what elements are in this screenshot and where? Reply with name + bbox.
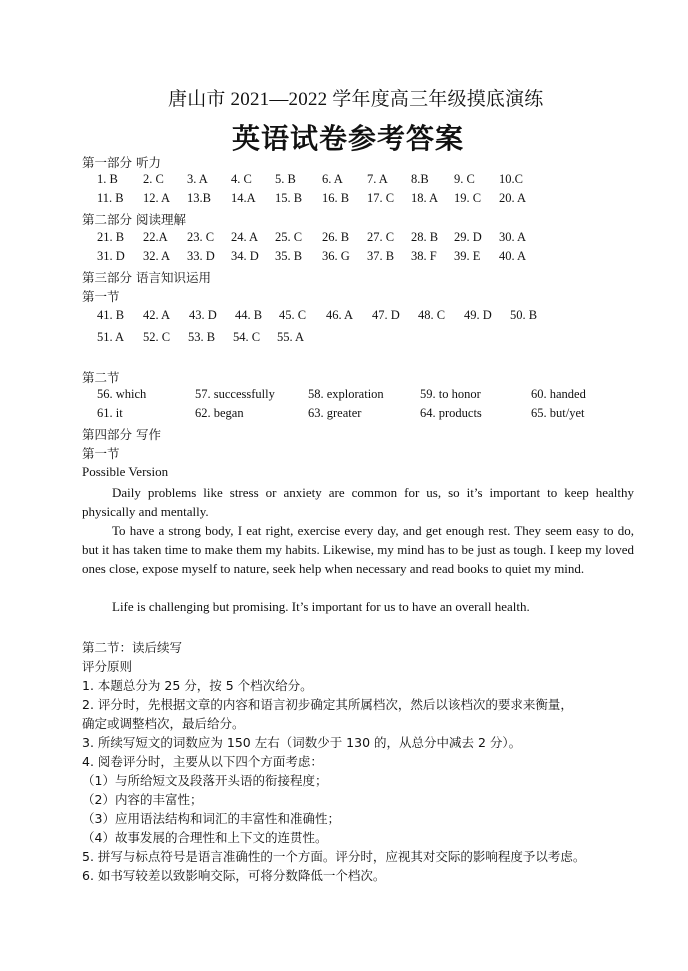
answer-item: 45. C [279,308,307,322]
answer-item: 28. B [411,230,439,244]
scoring-rule: 6. 如书写较差以致影响交际，可将分数降低一个档次。 [82,868,386,883]
answer-item: 56. which [97,387,147,401]
part1-answers-row1 [97,172,523,187]
part3-section2-heading: 第二节 [82,370,120,385]
scoring-criterion: （4）故事发展的合理性和上下文的连贯性。 [82,830,328,845]
answer-item: 11. B [97,191,124,205]
part4-heading: 第四部分 写作 [82,427,161,442]
scoring-rule: 1. 本题总分为 25 分，按 5 个档次给分。 [82,678,313,693]
answer-item: 60. handed [531,387,586,401]
essay-paragraph-3-text: Life is challenging but promising. It’s important for us to have an overall health. [112,599,530,614]
document-title: 英语试卷参考答案 [232,124,465,155]
answer-item: 22.A [143,230,168,244]
answer-item: 35. B [275,249,303,263]
answer-item: 36. G [322,249,350,263]
answer-item: 27. C [367,230,395,244]
answer-item: 21. B [97,230,125,244]
answer-item: 48. C [418,308,446,322]
answer-item: 9. C [454,172,475,186]
essay-paragraph-1-text: Daily problems like stress or anxiety are common for us, so it’s important to keep healthy physically and mentally. [82,485,634,519]
answer-item: 5. B [275,172,296,186]
part3-answers-row3 [97,387,586,402]
part2-answers-row2 [97,249,526,264]
answer-item: 46. A [326,308,354,322]
part3-answers-row4 [97,406,584,421]
answer-item: 53. B [188,330,216,344]
scoring-criterion: （3）应用语法结构和词汇的丰富性和准确性； [82,811,340,826]
essay-paragraph-1 [82,483,634,521]
essay-paragraph-2-text: To have a strong body, I eat right, exercise every day, and get enough rest. They seem easy to do, but it has taken time to make them my habits. Likewise, my mind has to be just as tough. I keep my loved ones close, expose myself to nature, seek help when necessary and read books to quiet my mind. [82,523,634,576]
answer-item: 43. D [189,308,217,322]
answer-item: 15. B [275,191,303,205]
answer-item: 25. C [275,230,303,244]
answer-item: 38. F [411,249,437,263]
scoring-rule: 3. 所续写短文的词数应为 150 左右（词数少于 130 的，从总分中减去 2 分）。 [82,735,522,750]
scoring-rule: 确定或调整档次，最后给分。 [82,716,245,731]
answer-item: 23. C [187,230,215,244]
scoring-rule: 4. 阅卷评分时，主要从以下四个方面考虑： [82,754,323,769]
answer-item: 8.B [411,172,429,186]
answer-item: 31. D [97,249,125,263]
answer-item: 6. A [322,172,343,186]
part3-answers-row1 [97,308,537,323]
part3-answers-row2 [97,330,304,345]
answer-item: 14.A [231,191,256,205]
part3-section1-heading: 第一节 [82,289,120,304]
answer-item: 33. D [187,249,215,263]
answer-item: 44. B [235,308,263,322]
answer-item: 30. A [499,230,527,244]
answer-item: 55. A [277,330,305,344]
part3-heading: 第三部分 语言知识运用 [82,270,211,285]
answer-item: 16. B [322,191,350,205]
part2-heading: 第二部分 阅读理解 [82,212,186,227]
answer-item: 17. C [367,191,395,205]
answer-item: 2. C [143,172,164,186]
answer-item: 61. it [97,406,123,420]
part4-section1-heading: 第一节 [82,446,120,461]
answer-item: 47. D [372,308,400,322]
answer-item: 54. C [233,330,261,344]
scoring-rule: 2. 评分时，先根据文章的内容和语言初步确定其所属档次，然后以该档次的要求来衡量， [82,697,573,712]
part1-heading: 第一部分 听力 [82,155,161,170]
part1-answers-row2 [97,191,526,206]
answer-item: 52. C [143,330,171,344]
possible-version-label: Possible Version [82,464,169,479]
answer-item: 32. A [143,249,171,263]
answer-item: 20. A [499,191,527,205]
answer-item: 12. A [143,191,171,205]
answer-item: 41. B [97,308,125,322]
part4-section2-heading: 第二节：读后续写 [82,640,183,655]
scoring-criterion: （1）与所给短文及段落开头语的衔接程度； [82,773,328,788]
answer-item: 62. began [195,406,244,420]
answer-item: 39. E [454,249,481,263]
answer-item: 19. C [454,191,482,205]
answer-item: 58. exploration [308,387,384,401]
answer-item: 40. A [499,249,527,263]
answer-item: 42. A [143,308,171,322]
answer-item: 51. A [97,330,125,344]
essay-paragraph-3 [82,597,634,616]
answer-item: 7. A [367,172,388,186]
answer-item: 57. successfully [195,387,275,401]
answer-item: 10.C [499,172,523,186]
answer-item: 4. C [231,172,252,186]
scoring-criterion: （2）内容的丰富性； [82,792,203,807]
scoring-principles-title: 评分原则 [82,659,133,674]
answer-item: 63. greater [308,406,362,420]
answer-item: 64. products [420,406,482,420]
essay-paragraph-2 [82,521,634,578]
exam-title: 唐山市 2021—2022 学年度高三年级摸底演练 [168,89,544,110]
answer-item: 49. D [464,308,492,322]
answer-item: 65. but/yet [531,406,585,420]
answer-item: 3. A [187,172,208,186]
answer-item: 50. B [510,308,538,322]
answer-item: 1. B [97,172,118,186]
answer-item: 34. D [231,249,259,263]
answer-item: 26. B [322,230,350,244]
part2-answers-row1 [97,230,526,245]
answer-item: 59. to honor [420,387,481,401]
answer-item: 13.B [187,191,211,205]
answer-item: 24. A [231,230,259,244]
answer-item: 29. D [454,230,482,244]
answer-item: 37. B [367,249,395,263]
answer-item: 18. A [411,191,439,205]
scoring-rule: 5. 拼写与标点符号是语言准确性的一个方面。评分时，应视其对交际的影响程度予以考虑。 [82,849,586,864]
